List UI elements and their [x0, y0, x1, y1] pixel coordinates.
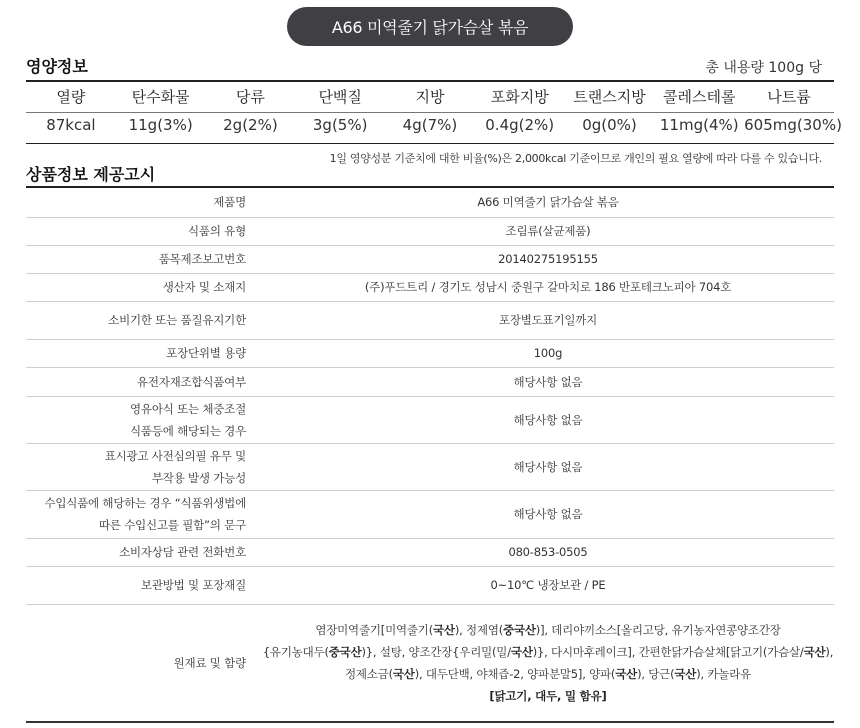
- product-title: A66 미역줄기 닭가슴살 볶음: [331, 18, 529, 37]
- info-row-label: [26, 245, 250, 273]
- info-value-line: 해당사항 없음: [513, 412, 583, 427]
- info-row-label: [26, 301, 250, 339]
- nutrition-value: 87kcal: [46, 116, 96, 134]
- info-row-value: [250, 538, 834, 566]
- info-value-line: 해당사항 없음: [513, 507, 583, 521]
- info-value-line: (주)푸드트리 / 경기도 성남시 중원구 갈마치로 186 반포테크노피아 704호: [364, 280, 732, 294]
- nutrition-column-label: 나트륨: [767, 88, 811, 106]
- info-value-line: 20140275195155: [498, 252, 598, 266]
- nutrition-column-label: 탄수화물: [131, 88, 190, 106]
- info-row-label: [26, 396, 250, 443]
- info-value-line: A66 미역줄기 닭가슴살 볶음: [477, 195, 619, 210]
- info-label-line: 부작용 발생 가능성: [151, 470, 246, 485]
- info-value-line: 조림류(살균제품): [505, 224, 591, 238]
- info-label-line: 유전자재조합식품여부: [136, 374, 246, 389]
- info-row-value: [250, 217, 834, 245]
- info-label-line: 생산자 및 소재지: [162, 280, 246, 294]
- info-row-value: [250, 604, 834, 722]
- info-row-value: [250, 273, 834, 301]
- info-row-value: [250, 301, 834, 339]
- info-label-line: 식품등에 해당되는 경우: [130, 423, 246, 438]
- info-value-line: 080-853-0505: [508, 545, 588, 559]
- info-row-label: [26, 217, 250, 245]
- nutrition-value: 0.4g(2%): [485, 116, 555, 134]
- info-row-label: [26, 566, 250, 604]
- info-row-label: [26, 538, 250, 566]
- nutrition-footnote: 1일 영양성분 기준치에 대한 비율(%)은 2,000kcal 기준이므로 개인의 필요 열량에 따라 다를 수 있습니다.: [329, 152, 822, 165]
- info-label-line: 영유아식 또는 체중조절: [130, 401, 246, 416]
- product-info-table: [26, 188, 834, 723]
- info-row: [26, 367, 834, 396]
- info-value-line: 포장별도표기일까지: [498, 313, 598, 327]
- info-row-value: [250, 188, 834, 217]
- info-row-value: [250, 396, 834, 443]
- info-row: [26, 538, 834, 566]
- info-row-label: [26, 490, 250, 538]
- info-row: [26, 301, 834, 339]
- nutrition-column-label: 콜레스테롤: [663, 88, 736, 106]
- info-row: [26, 443, 834, 490]
- nutrition-value: 4g(7%): [402, 116, 458, 134]
- info-label-line: 포장단위별 용량: [166, 346, 246, 360]
- info-row-value: [250, 490, 834, 538]
- info-row-value: [250, 367, 834, 396]
- nutrition-column-label: 단백질: [318, 88, 362, 106]
- info-row: [26, 490, 834, 538]
- info-value-line: {유기농대두(중국산)}, 설탕, 양조간장{우리밀(밀/국산)}, 다시마후레이크], 간편한닭가슴살채[닭고기(가슴살/국산),: [262, 644, 834, 659]
- info-row: [26, 245, 834, 273]
- info-row-label: [26, 367, 250, 396]
- info-label-line: 수입식품에 해당하는 경우 “식품위생법에: [44, 496, 246, 510]
- info-row: [26, 273, 834, 301]
- nutrition-column-label: 트랜스지방: [573, 88, 646, 106]
- nutrition-values-row: [26, 116, 842, 142]
- info-value-line: 해당사항 없음: [513, 374, 583, 389]
- nutrition-value: 2g(2%): [223, 116, 278, 134]
- nutrition-header-row: [26, 86, 834, 112]
- nutrition-value: 11g(3%): [128, 116, 193, 134]
- info-row: [26, 566, 834, 604]
- info-row: [26, 339, 834, 367]
- nutrition-heading: 영양정보: [26, 57, 88, 76]
- info-value-line: 100g: [533, 346, 563, 360]
- info-row-value: [250, 245, 834, 273]
- info-row-label: [26, 443, 250, 490]
- info-label-line: 소비자상담 관련 전화번호: [119, 545, 246, 559]
- info-label-line: 품목제조보고번호: [158, 252, 246, 266]
- info-row-value: [250, 443, 834, 490]
- info-label-line: 보관방법 및 포장재질: [140, 578, 246, 592]
- info-label-line: 따른 수입신고를 필함”의 문구: [98, 518, 246, 532]
- info-row-label: [26, 188, 250, 217]
- nutrition-mid-rule: [26, 112, 834, 113]
- info-row: [26, 217, 834, 245]
- product-info-heading: 상품정보 제공고시: [26, 165, 156, 184]
- product-title-banner: [287, 7, 573, 46]
- nutrition-value: 605mg(30%): [744, 116, 842, 134]
- nutrition-column-label: 포화지방: [490, 88, 549, 106]
- info-row-label: [26, 604, 250, 722]
- info-value-line: 염장미역줄기[미역줄기(국산), 정제염(중국산)], 데리야끼소스[올리고당, 유기농자연콩양조간장: [315, 622, 781, 637]
- nutrition-column-label: 당류: [235, 88, 265, 106]
- info-value-line: 정제소금(국산), 대두단백, 야채즙-2, 양파분말5], 양파(국산), 당근(국산), 카놀라유: [344, 666, 752, 681]
- info-row: [26, 604, 834, 722]
- info-row: [26, 396, 834, 443]
- nutrition-bottom-rule: [26, 143, 834, 144]
- info-row-label: [26, 273, 250, 301]
- info-value-line: [닭고기, 대두, 밀 함유]: [489, 688, 607, 703]
- info-row-value: [250, 566, 834, 604]
- info-label-line: 소비기한 또는 품질유지기한: [108, 313, 246, 327]
- nutrition-column-label: 지방: [415, 88, 445, 106]
- nutrition-value: 0g(0%): [582, 116, 637, 134]
- info-row-value: [250, 339, 834, 367]
- info-value-line: 해당사항 없음: [513, 459, 583, 474]
- nutrition-serving-size: 총 내용량 100g 당: [705, 60, 822, 76]
- info-value-line: 0~10℃ 냉장보관 / PE: [490, 578, 606, 592]
- info-label-line: 표시광고 사전심의필 유무 및: [104, 448, 246, 463]
- info-row-label: [26, 339, 250, 367]
- nutrition-value: 3g(5%): [312, 116, 368, 134]
- nutrition-value: 11mg(4%): [659, 116, 739, 134]
- info-label-line: 식품의 유형: [188, 224, 246, 238]
- nutrition-column-label: 열량: [56, 88, 86, 106]
- info-label-line: 제품명: [213, 195, 246, 210]
- nutrition-top-rule: [26, 80, 834, 82]
- info-label-line: 원재료 및 함량: [173, 655, 246, 670]
- info-row: [26, 188, 834, 217]
